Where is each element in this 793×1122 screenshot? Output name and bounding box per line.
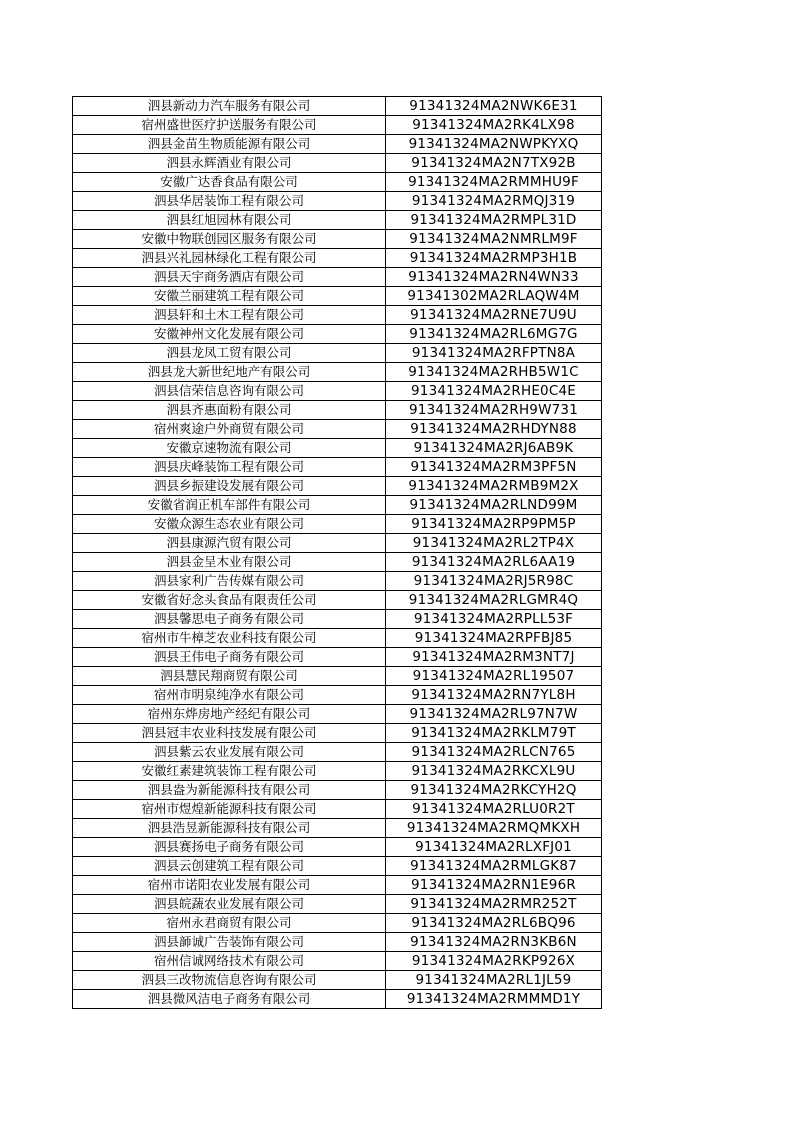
company-name-cell: 泗县华居装饰工程有限公司 (73, 192, 386, 211)
credit-code-cell: 91341324MA2RL1JL59 (386, 971, 602, 990)
credit-code-cell: 91341324MA2RM3NT7J (386, 648, 602, 667)
company-name-cell: 泗县庆峰装饰工程有限公司 (73, 458, 386, 477)
table-row (73, 135, 602, 154)
credit-code-cell: 91341324MA2RL6BQ96 (386, 914, 602, 933)
table-row (73, 876, 602, 895)
credit-code-cell: 91341324MA2RMB9M2X (386, 477, 602, 496)
company-name-cell: 泗县浩昱新能源科技有限公司 (73, 819, 386, 838)
table-row (73, 990, 602, 1009)
credit-code-cell: 91341324MA2RNE7U9U (386, 306, 602, 325)
credit-code-cell: 91341324MA2RJ6AB9K (386, 439, 602, 458)
company-name-cell: 泗县慧民翔商贸有限公司 (73, 667, 386, 686)
table-row (73, 971, 602, 990)
credit-code-cell: 91341324MA2RL6MG7G (386, 325, 602, 344)
table-row (73, 306, 602, 325)
company-name-cell: 宿州信诚网络技术有限公司 (73, 952, 386, 971)
company-name-cell: 泗县家利广告传媒有限公司 (73, 572, 386, 591)
company-name-cell: 泗县天宇商务酒店有限公司 (73, 268, 386, 287)
credit-code-cell: 91341324MA2RLU0R2T (386, 800, 602, 819)
table-row (73, 420, 602, 439)
table-row (73, 97, 602, 116)
table-row (73, 173, 602, 192)
table-body (73, 97, 602, 1009)
table-row (73, 325, 602, 344)
table-row (73, 192, 602, 211)
table-row (73, 439, 602, 458)
table-row (73, 610, 602, 629)
table-row (73, 800, 602, 819)
table-row (73, 952, 602, 971)
company-name-cell: 泗县冠丰农业科技发展有限公司 (73, 724, 386, 743)
credit-code-cell: 91341324MA2RMQMKXH (386, 819, 602, 838)
table-row (73, 363, 602, 382)
company-name-cell: 泗县龙凤工贸有限公司 (73, 344, 386, 363)
credit-code-cell: 91341324MA2RLCN765 (386, 743, 602, 762)
company-name-cell: 泗县皖蔬农业发展有限公司 (73, 895, 386, 914)
credit-code-cell: 91341324MA2RPLL53F (386, 610, 602, 629)
credit-code-cell: 91341324MA2RMP3H1B (386, 249, 602, 268)
company-name-cell: 泗县兴礼园林绿化工程有限公司 (73, 249, 386, 268)
table-row (73, 496, 602, 515)
company-name-cell: 宿州市诺阳农业发展有限公司 (73, 876, 386, 895)
company-name-cell: 泗县韴诚广告装饰有限公司 (73, 933, 386, 952)
table-row (73, 591, 602, 610)
table-row (73, 230, 602, 249)
company-name-cell: 安徽兰丽建筑工程有限公司 (73, 287, 386, 306)
table-row (73, 667, 602, 686)
table-row (73, 249, 602, 268)
company-name-cell: 安徽神州文化发展有限公司 (73, 325, 386, 344)
table-row (73, 648, 602, 667)
table-row (73, 857, 602, 876)
company-name-cell: 泗县新动力汽车服务有限公司 (73, 97, 386, 116)
company-name-cell: 泗县金呈木业有限公司 (73, 553, 386, 572)
table-row (73, 933, 602, 952)
table-row (73, 515, 602, 534)
company-name-cell: 宿州市明泉纯净水有限公司 (73, 686, 386, 705)
company-name-cell: 泗县康源汽贸有限公司 (73, 534, 386, 553)
company-name-cell: 安徽广达香食品有限公司 (73, 173, 386, 192)
company-name-cell: 泗县永辉酒业有限公司 (73, 154, 386, 173)
table-row (73, 287, 602, 306)
table-row (73, 724, 602, 743)
table-row (73, 895, 602, 914)
table-row (73, 743, 602, 762)
credit-code-cell: 91341324MA2RMR252T (386, 895, 602, 914)
company-name-cell: 宿州市牛樟芝农业科技有限公司 (73, 629, 386, 648)
company-name-cell: 宿州盛世医疗护送服务有限公司 (73, 116, 386, 135)
table-row (73, 154, 602, 173)
credit-code-cell: 91341324MA2RMMHU9F (386, 173, 602, 192)
credit-code-cell: 91341324MA2RN3KB6N (386, 933, 602, 952)
table-row (73, 762, 602, 781)
table-row (73, 344, 602, 363)
credit-code-cell: 91341324MA2RKP926X (386, 952, 602, 971)
table-row (73, 553, 602, 572)
company-name-cell: 泗县紫云农业发展有限公司 (73, 743, 386, 762)
company-name-cell: 安徽省好念头食品有限责任公司 (73, 591, 386, 610)
table-row (73, 686, 602, 705)
company-name-cell: 泗县王伟电子商务有限公司 (73, 648, 386, 667)
credit-code-cell: 91341324MA2RHE0C4E (386, 382, 602, 401)
table-row (73, 458, 602, 477)
table-row (73, 401, 602, 420)
credit-code-cell: 91341324MA2RLGMR4Q (386, 591, 602, 610)
credit-code-cell: 91341324MA2RN1E96R (386, 876, 602, 895)
company-name-cell: 宿州永君商贸有限公司 (73, 914, 386, 933)
company-name-cell: 泗县三改物流信息咨询有限公司 (73, 971, 386, 990)
credit-code-cell: 91341324MA2NWPKYXQ (386, 135, 602, 154)
credit-code-cell: 91341324MA2RHB5W1C (386, 363, 602, 382)
company-name-cell: 宿州市煜煌新能源科技有限公司 (73, 800, 386, 819)
table-row (73, 781, 602, 800)
company-name-cell: 泗县盎为新能源科技有限公司 (73, 781, 386, 800)
table-row (73, 116, 602, 135)
credit-code-cell: 91341324MA2RJ5R98C (386, 572, 602, 591)
credit-code-cell: 91341324MA2RL2TP4X (386, 534, 602, 553)
credit-code-cell: 91341324MA2RN7YL8H (386, 686, 602, 705)
credit-code-cell: 91341324MA2RHDYN88 (386, 420, 602, 439)
table-row (73, 914, 602, 933)
table-row (73, 572, 602, 591)
credit-code-cell: 91341324MA2RL6AA19 (386, 553, 602, 572)
credit-code-cell: 91341324MA2RMLGK87 (386, 857, 602, 876)
table-row (73, 819, 602, 838)
credit-code-cell: 91341324MA2RH9W731 (386, 401, 602, 420)
credit-code-cell: 91341324MA2RM3PF5N (386, 458, 602, 477)
company-name-cell: 宿州爽途户外商贸有限公司 (73, 420, 386, 439)
credit-code-cell: 91341324MA2RP9PM5P (386, 515, 602, 534)
credit-code-cell: 91341324MA2RKCXL9U (386, 762, 602, 781)
credit-code-cell: 91341324MA2RN4WN33 (386, 268, 602, 287)
company-name-cell: 泗县馨思电子商务有限公司 (73, 610, 386, 629)
credit-code-cell: 91341302MA2RLAQW4M (386, 287, 602, 306)
company-name-cell: 泗县金苗生物质能源有限公司 (73, 135, 386, 154)
company-table (72, 96, 602, 1009)
company-name-cell: 安徽中物联创园区服务有限公司 (73, 230, 386, 249)
table-row (73, 477, 602, 496)
credit-code-cell: 91341324MA2RFPTN8A (386, 344, 602, 363)
credit-code-cell: 91341324MA2RL19507 (386, 667, 602, 686)
credit-code-cell: 91341324MA2RPFBJ85 (386, 629, 602, 648)
table-row (73, 534, 602, 553)
company-name-cell: 泗县轩和土木工程有限公司 (73, 306, 386, 325)
company-name-cell: 泗县信荣信息咨询有限公司 (73, 382, 386, 401)
table-row (73, 629, 602, 648)
credit-code-cell: 91341324MA2RLXFJ01 (386, 838, 602, 857)
company-name-cell: 泗县齐惠面粉有限公司 (73, 401, 386, 420)
credit-code-cell: 91341324MA2NWK6E31 (386, 97, 602, 116)
credit-code-cell: 91341324MA2RMQJ319 (386, 192, 602, 211)
company-name-cell: 泗县云创建筑工程有限公司 (73, 857, 386, 876)
company-name-cell: 泗县乡振建设发展有限公司 (73, 477, 386, 496)
company-name-cell: 泗县赛扬电子商务有限公司 (73, 838, 386, 857)
credit-code-cell: 91341324MA2RLND99M (386, 496, 602, 515)
credit-code-cell: 91341324MA2RKCYH2Q (386, 781, 602, 800)
table-row (73, 268, 602, 287)
credit-code-cell: 91341324MA2RL97N7W (386, 705, 602, 724)
company-name-cell: 安徽众源生态农业有限公司 (73, 515, 386, 534)
credit-code-cell: 91341324MA2NMRLM9F (386, 230, 602, 249)
credit-code-cell: 91341324MA2RMPL31D (386, 211, 602, 230)
credit-code-cell: 91341324MA2RMMMD1Y (386, 990, 602, 1009)
company-name-cell: 安徽京速物流有限公司 (73, 439, 386, 458)
credit-code-cell: 91341324MA2N7TX92B (386, 154, 602, 173)
company-name-cell: 泗县微风洁电子商务有限公司 (73, 990, 386, 1009)
table-row (73, 838, 602, 857)
credit-code-cell: 91341324MA2RK4LX98 (386, 116, 602, 135)
credit-code-cell: 91341324MA2RKLM79T (386, 724, 602, 743)
table-row (73, 211, 602, 230)
company-name-cell: 宿州东烨房地产经纪有限公司 (73, 705, 386, 724)
table-row (73, 382, 602, 401)
company-name-cell: 泗县龙大新世纪地产有限公司 (73, 363, 386, 382)
company-name-cell: 泗县红旭园林有限公司 (73, 211, 386, 230)
company-name-cell: 安徽红素建筑装饰工程有限公司 (73, 762, 386, 781)
table-row (73, 705, 602, 724)
company-name-cell: 安徽省润正机车部件有限公司 (73, 496, 386, 515)
